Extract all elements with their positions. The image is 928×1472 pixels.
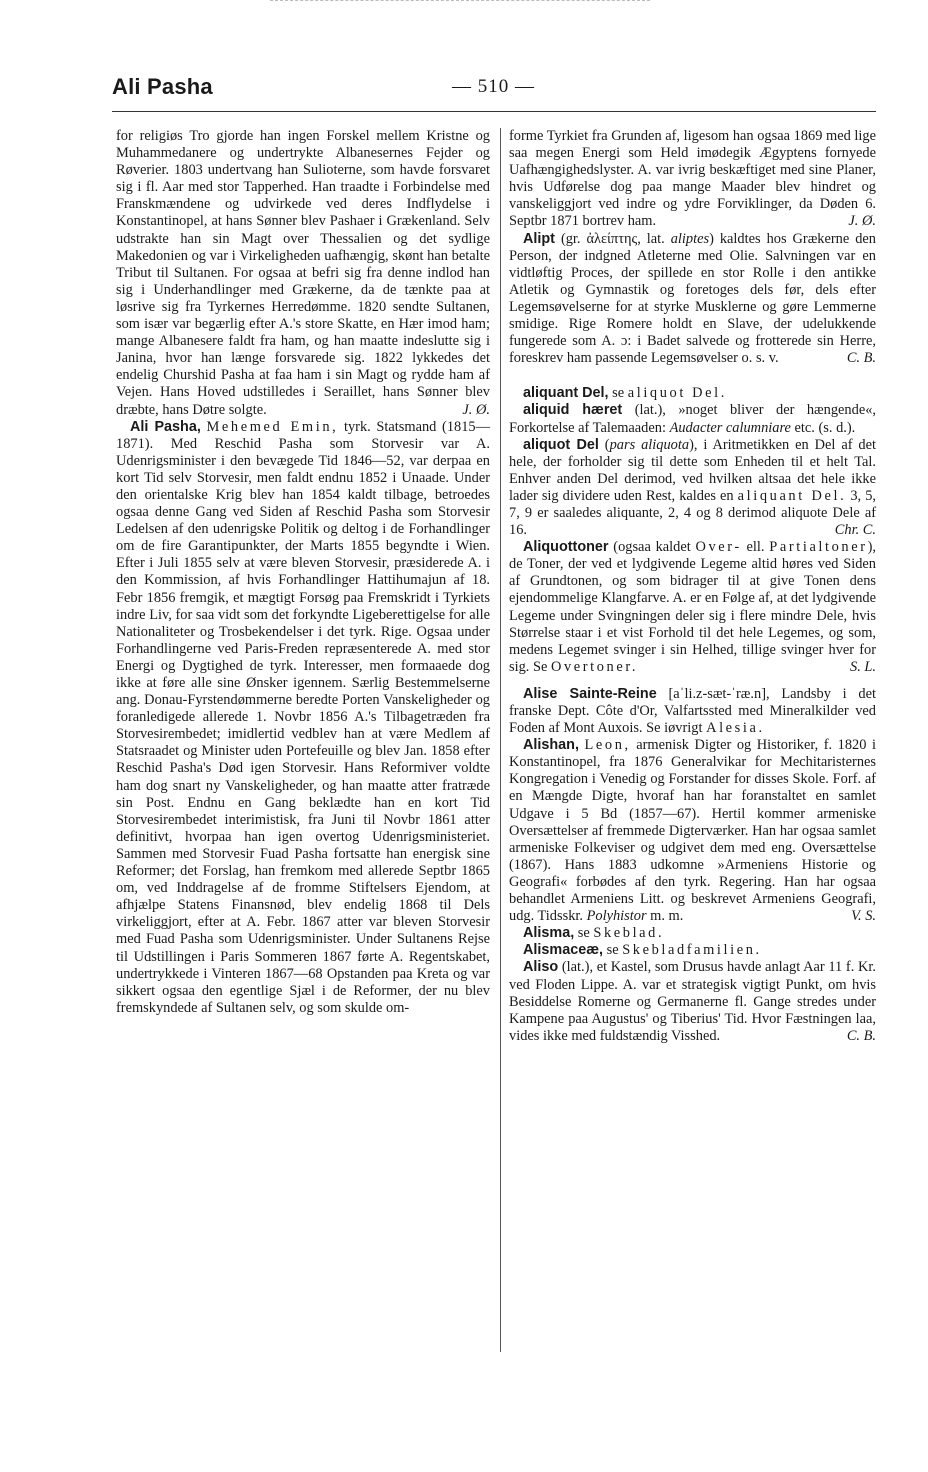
author-signature: C. B. <box>846 350 876 367</box>
cross-reference: Partialtoner <box>769 539 868 556</box>
author-signature: J. Ø. <box>848 213 876 230</box>
headword: Ali Pasha, <box>130 418 201 435</box>
author-signature: C. B. <box>846 1027 876 1044</box>
entry-text: forme Tyrkiet fra Grunden af, ligesom han ogsaa 1869 med lige saa megen Energi som Held imødegik Ægyptens fornyede Uafhængighedslyster. A. var ivrig beskæftiget med sine Planer, hvis Udførelse dog paa mange Maader blev hindret og vanskeliggjort ved indre og ydre Forviklinger, da Døden 6. Septbr 1871 bortrev ham. <box>509 128 876 230</box>
latin-term: pars aliquota <box>609 436 690 453</box>
spaced-name: Mehemed Emin, <box>206 418 339 435</box>
running-title: Ali Pasha <box>112 74 213 99</box>
entry-text: ), i Aritmetikken en Del af det hele, der forholder sig til dette som Enheden til et helt Tal. Enhver anden Del derimod, ved hvilken altsaa det hele ikke lader sig dividere uden Rest, kaldes en <box>509 436 876 504</box>
entry-text: 3, 5, 7, 9 er saaledes aliquante, 2, 4 og 8 derimod aliquote Dele af 16. <box>509 487 876 539</box>
entry-text: tyrk. Statsmand (1815—1871). Med Reschid Pasha som Storvesir var A. Udenrigsminister i den bevægede Tid 1846—52, var derpaa en kort Tid selv Storvesir, men faldt endnu 1852 i Unaade. Under den orientalske Krig blev han 1854 kaldt tilbage, betroedes ogsaa denne Gang ved Siden af Reschid Pasha som Storvesir Ledelsen af den udenrigske Politik og deltog i de Forhandlinger om de fire Garantipunkter, der Marts 1855 begyndte i Wien. Efter i Juli 1855 selv at være bleven Storvesir, præsiderede A. i den Kommission, af hvis Forhandlinger Hattihumajun af 18. Febr 1856 fremgik, et mægtigt Forsøg paa Fremskridt i Tyrkiets indre Liv, for saa vidt som det forkyndte Ligeberettigelse for alle Nationaliteter og Trosbekendelser i det tyrk. Rige. Ogsaa under Forhandlingerne ved Paris-Freden repræsenterede A. med stor Energi og Dygtighed de tyrk. Interesser, men formaaede dog ikke at føre alle sine Ønsker igennem. Særlig Bestemmelserne ang. Donau-Fyrstendømmerne beredte Porten Vanskeligheder og foranledigede allerede 1. Novbr 1856 A.'s Tilbagetræden fra Storvesirembedet; imidlertid vedblev han at være Medlem af Statsraadet og Minister uden Portefeuille og blev Jan. 1858 efter Reschid Pasha's Død igen Storvesir. Hans Reformiver voldte ham dog snart ny Vanskeligheder, og han maatte atter fratræde sin Post. Endnu en Gang beklædte han en kort Tid Storvesirembedet interimistisk, fra Juni til Novbr 1861 atter definitivt, hvorpaa han igen overtog Udenrigsministeriet. Sammen med Storvesir Fuad Pasha fortsatte han energisk sine Reformer; det Forslag, han fremkom med allerede Septbr 1865 om, ved Inddragelse af de fromme Stiftelsers Ejendom, at afhjælpe Statens Finansnød, blev endelig 1868 til Dels virkeliggjort, efter at A. Febr. 1867 atter var bleven Storvesir med Fuad Pasha som Udenrigsminister. Under Sultanens Rejse til Udstillingen i Paris Sommeren 1867 førte A. Regentskabet, undertrykkede i Vinteren 1867—68 Opstanden paa Kreta og var sikkert ogsaa den egentlige Sjæl i de Reformer, der nu blev fremskyndede af Sultanen selv, og som skulde om- <box>116 418 490 1016</box>
entry-text: m. m. <box>646 908 684 925</box>
entry-gap <box>509 367 876 385</box>
cross-reference: Alesia. <box>706 720 765 737</box>
entry-text: se <box>608 385 628 402</box>
author-signature: Chr. C. <box>834 522 876 539</box>
journal-title: Polyhistor <box>586 908 647 925</box>
entry-continuation-mehemed <box>509 128 876 231</box>
headword: Alismaceæ, <box>523 942 603 959</box>
entry-continuation-ali-pasha <box>116 128 490 419</box>
cross-reference: aliquot Del. <box>627 385 727 402</box>
headword: Alipt <box>523 230 555 247</box>
cross-reference: Skeblad. <box>593 925 665 942</box>
cross-reference: Skebladfamilien. <box>622 942 762 959</box>
left-column <box>116 128 490 1017</box>
entry-alise-sainte-reine <box>509 686 876 737</box>
latin-phrase: Audacter calumniare <box>669 419 791 436</box>
headword: Alisma, <box>523 925 575 942</box>
entry-ali-pasha-mehemed <box>116 419 490 1017</box>
entry-aliquot-del <box>509 437 876 540</box>
entry-text: (ogsaa kaldet <box>608 539 696 556</box>
entry-text: ( <box>598 436 610 453</box>
spaced-name: Leon, <box>584 737 631 754</box>
author-signature: S. L. <box>850 658 876 675</box>
headword: Aliso <box>523 959 559 976</box>
entry-text: (lat.), et Kastel, som Drusus havde anlagt Aar 11 f. Kr. ved Floden Lippe. A. var et strategisk vigtigt Punkt, om hvis Besiddelse Romerne og Germanerne fl. Gange stredes under Kampene paa Augustus' og Tiberius' Tid. Hvor Fæstningen laa, vides ikke med fuldstændig Visshed. <box>509 959 876 1044</box>
header-rule <box>112 111 876 112</box>
latin-term: aliptes <box>670 230 710 247</box>
page-header <box>112 70 876 106</box>
entry-text: ell. <box>741 539 770 556</box>
headword: Alise Sainte-Reine <box>523 685 657 702</box>
entry-aliso <box>509 959 876 1044</box>
entry-text: ) kaldtes hos Grækerne den Person, der indgned Atleterne med Olie. Salvningen var en vidtløftig Proces, der spillede en stor Rolle i den antikke Atletik og Gymnastik og foretoges dels før, dels efter Legemsøvelserne for at styrke Musklerne og gøre Lemmerne smidige. Rige Romere holdt en Slave, der udelukkende fungerede som A. ɔ: i Badet salvede og frotterede sin Herre, foreskrev ham passende Legemsøvelser o. s. v. <box>509 230 876 367</box>
entry-alishan <box>509 737 876 925</box>
cross-reference: aliquant Del. <box>737 487 847 504</box>
page-number: — 510 — <box>452 76 535 97</box>
entry-gap <box>509 676 876 686</box>
entry-aliquottoner <box>509 539 876 676</box>
headword: Alishan, <box>523 737 579 754</box>
entry-alismaceae <box>509 942 876 959</box>
entry-text: (lat.), »noget bliver der hængende«, Forkortelse af Talemaaden: <box>509 402 876 436</box>
entry-alipt <box>509 231 876 368</box>
entry-text: (gr. <box>554 230 587 247</box>
entry-text: se <box>603 942 623 959</box>
headword: aliquid hæret <box>523 402 623 419</box>
greek-term: ἀλείπτης <box>586 230 638 247</box>
author-signature: J. Ø. <box>462 401 490 418</box>
cross-reference: Over- <box>695 539 742 556</box>
column-divider <box>500 128 501 1352</box>
entry-text: ), de Toner, der ved et lydgivende Legeme altid høres ved Siden af Grundtonen, og som bidrager til at give Tonen dens ejendommelige Klangfarve. A. er en Følge af, at det lydgivende Legeme under Svingningen deler sig i flere mindre Dele, hvis Størrelse staar i et vist Forhold til det hele Legemes, og som, medens Legemet svinger i sin Helhed, tillige svinger hver for sig. Se <box>509 539 876 675</box>
author-signature: V. S. <box>851 908 876 925</box>
entry-text: [aˈli.z-sæt-ˈræ.n], Landsby i det franske Dept. Côte d'Or, Valfartssted med Mineralkilder ved Foden af Mont Auxois. Se iøvrigt <box>509 685 877 737</box>
headword: aliquant Del, <box>523 385 609 402</box>
entry-text: , lat. <box>637 230 671 247</box>
entry-text: armenisk Digter og Historiker, f. 1820 i Konstantinopel, fra 1876 Generalvikar for Mechitaristernes Kongregation i Venedig og Forstander for disses Skole. Forf. af en Mængde Digte, hvoraf han har foranstaltet en samlet Udgave i 5 Bd (1857—67). Hertil kommer armeniske Oversættelser af fremmede Digterværker. Han har ogsaa samlet armeniske Folkeviser og udgivet dem med eng. Oversættelse (1867). Hans 1883 udkomne »Armeniens Historie og Geografi« forbødes af den tyrk. Regering. Han har ogsaa behandlet Armeniens Litt. og beskrevet Armeniens Geografi, udg. Tidsskr. <box>509 737 876 925</box>
top-scan-rule <box>270 0 650 1</box>
entry-alisma <box>509 925 876 942</box>
headword: Aliquottoner <box>523 539 609 556</box>
right-column <box>509 128 876 1045</box>
cross-reference: Overtoner. <box>550 658 639 675</box>
entry-text: etc. (s. d.). <box>790 419 856 436</box>
entry-text: for religiøs Tro gjorde han ingen Forskel mellem Kristne og Muhammedanere og undertrykte Albanesernes Fejder og Røverier. 1803 undertvang han Sulioterne, som havde forsvaret sig i fl. Aar med stor Tapperhed. Han traadte i Forbindelse med Franskmændene og udvirkede ved deres Indflydelse i Konstantinopel, at hans Sønner blev Pashaer i Grækenland. Selv udstrakte han sin Magt over Thessalien og det sydlige Makedonien og var i Virkeligheden uafhængig, skønt han betalte Tribut til Sultanen. For ogsaa at befri sig fra denne indlod han sig i Underhandlinger med Grækerne, da de tænkte paa at løsrive sig fra Tyrkernes Herredømme. 1820 sendte Sultanen, som især var begærlig efter A.'s store Skatte, en Hær imod ham; mange Albanesere faldt fra ham, og han maatte indeslutte sig i Janina, hvor han længe forsvarede sig. 1822 lykkedes det endelig Churshid Pasha at faa ham i sin Magt og rydde ham af Vejen. Hans Hoved udstilledes i Seraillet, hans Sønner blev dræbte, hans Døtre solgte. <box>116 128 490 418</box>
entry-aliquant <box>509 385 876 402</box>
entry-aliquid-haeret <box>509 402 876 436</box>
entry-text: se <box>574 925 594 942</box>
headword: aliquot Del <box>523 436 599 453</box>
